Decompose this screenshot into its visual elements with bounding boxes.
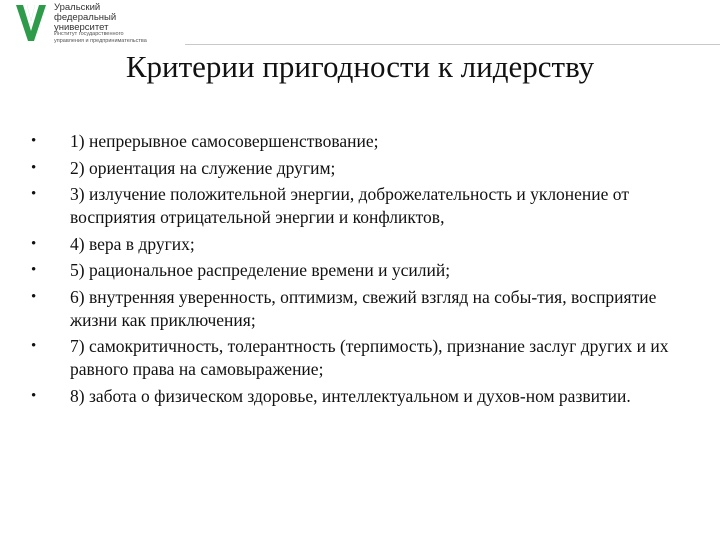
bullet-icon: • (31, 186, 37, 202)
bullet-icon: • (31, 262, 37, 278)
list-item-text: 6) внутренняя уверенность, оптимизм, свежий взгляд на собы-тия, восприятие жизни как приключения; (70, 286, 657, 330)
bullet-icon: • (31, 338, 37, 354)
list-item-text: 7) самокритичность, толерантность (терпимость), признание заслуг других и их равного права на самовыражение; (70, 336, 669, 379)
list-item (31, 130, 671, 153)
list-item-text: 4) вера в других; (70, 233, 195, 254)
bullet-icon: • (31, 288, 37, 305)
list-item (31, 233, 671, 256)
list-item (31, 335, 671, 381)
list-item (31, 259, 671, 282)
bullet-icon: • (31, 159, 37, 176)
list-item-text: 3) излучение положительной энергии, доброжелательность и уклонение от восприятия отрицательной энергии и конфликтов, (70, 184, 629, 227)
list-item (31, 157, 671, 180)
list-item (31, 183, 671, 229)
logo-name-line: университет (54, 22, 109, 33)
list-item (31, 286, 671, 332)
criteria-list (31, 130, 671, 411)
bullet-icon: • (31, 133, 37, 149)
university-logo (14, 3, 214, 45)
slide-title: Критерии пригодности к лидерству (125, 49, 595, 84)
logo-sub-line: управления и предпринимательства (54, 37, 147, 44)
logo-sub-line: Институт государственного (54, 31, 124, 37)
bullet-icon: • (31, 387, 37, 404)
list-item-text: 1) непрерывное самосовершенствование; (70, 131, 379, 151)
list-item-text: 2) ориентация на служение другим; (70, 157, 336, 178)
list-item (31, 385, 671, 408)
list-item-text: 5) рациональное распределение времени и усилий; (70, 260, 451, 280)
logo-name-line: федеральный (54, 12, 117, 23)
logo-institute-name (54, 31, 147, 44)
logo-university-name (54, 3, 116, 33)
urfu-logo-icon (14, 3, 48, 43)
header-divider (185, 44, 720, 45)
bullet-icon: • (31, 235, 37, 252)
logo-name-line: Уральский (54, 2, 101, 13)
list-item-text: 8) забота о физическом здоровье, интеллектуальном и духов-ном развитии. (70, 385, 631, 406)
